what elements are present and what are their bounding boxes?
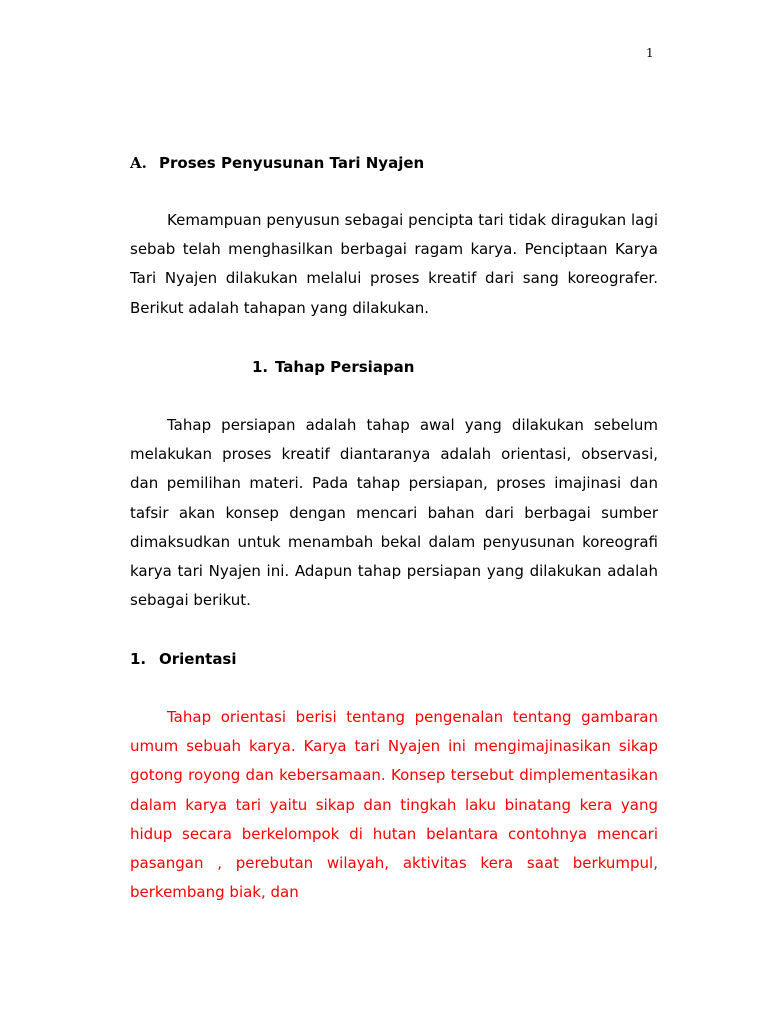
subsection-title: Tahap Persiapan xyxy=(275,358,415,376)
item-heading xyxy=(130,650,237,668)
section-marker: A. xyxy=(130,154,147,172)
page-number: 1 xyxy=(646,46,654,60)
subsection-heading xyxy=(252,358,414,376)
paragraph-persiapan: Tahap persiapan adalah tahap awal yang dilakukan sebelum melakukan proses kreatif diantaranya adalah orientasi, observasi, dan pemilihan materi. Pada tahap persiapan, proses imajinasi dan tafsir akan konsep dengan mencari bahan dari berbagai sumber dimaksudkan untuk menambah bekal dalam penyusunan koreografi karya tari Nyajen ini. Adapun tahap persiapan yang dilakukan adalah sebagai berikut. xyxy=(130,416,658,610)
section-heading xyxy=(130,154,424,172)
subsection-marker: 1. xyxy=(252,358,269,376)
item-marker: 1. xyxy=(130,650,147,668)
paragraph-intro: Kemampuan penyusun sebagai pencipta tari tidak diragukan lagi sebab telah menghasilkan berbagai ragam karya. Penciptaan Karya Tari Nyajen dilakukan melalui proses kreatif dari sang koreografer. Berikut adalah tahapan yang dilakukan. xyxy=(130,211,658,317)
section-title: Proses Penyusunan Tari Nyajen xyxy=(159,154,425,172)
item-title: Orientasi xyxy=(159,650,237,668)
paragraph-orientasi: Tahap orientasi berisi tentang pengenalan tentang gambaran umum sebuah karya. Karya tari Nyajen ini mengimajinasikan sikap gotong royong dan kebersamaan. Konsep tersebut dimplementasikan dalam karya tari yaitu sikap dan tingkah laku binatang kera yang hidup secara berkelompok di hutan belantara contohnya mencari pasangan , perebutan wilayah, aktivitas kera saat berkumpul, berkembang biak, dan xyxy=(130,708,658,902)
